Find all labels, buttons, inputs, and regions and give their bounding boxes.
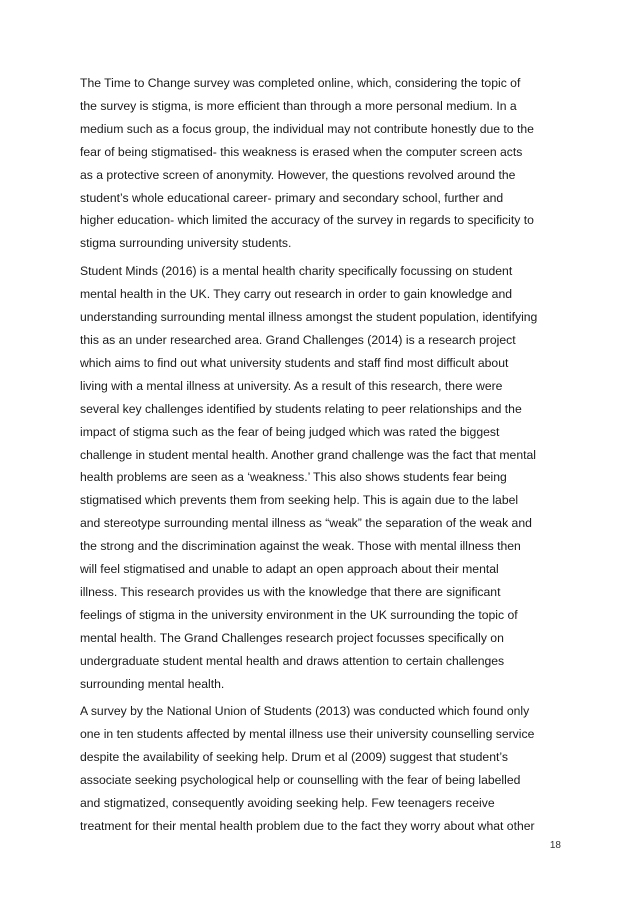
text-line: medium such as a focus group, the individual may not contribute honestly due to the — [80, 121, 534, 136]
text-line: and stereotype surrounding mental illness as “weak” the separation of the weak and — [80, 516, 532, 531]
text-line: this as an under researched area. Grand Challenges (2014) is a research project — [80, 332, 516, 347]
page-number: 18 — [549, 840, 561, 851]
text-line: mental health in the UK. They carry out research in order to gain knowledge and — [80, 287, 513, 302]
text-line: student’s whole educational career- primary and secondary school, further and — [80, 190, 504, 205]
text-line: surrounding mental health. — [80, 676, 225, 691]
text-line: feelings of stigma in the university environment in the UK surrounding the topic of — [80, 607, 518, 622]
text-line: fear of being stigmatised- this weakness is erased when the computer screen acts — [80, 144, 523, 159]
text-line: Student Minds (2016) is a mental health charity specifically focussing on student — [80, 264, 513, 279]
text-line: despite the availability of seeking help. Drum et al (2009) suggest that student’s — [80, 750, 508, 765]
text-line: will feel stigmatised and unable to adapt an open approach about their mental — [80, 562, 499, 577]
text-line: and stigmatized, consequently avoiding seeking help. Few teenagers receive — [80, 796, 495, 811]
text-line: health problems are seen as a ‘weakness.’ This also shows students fear being — [80, 470, 507, 485]
text-line: illness. This research provides us with the knowledge that there are significant — [80, 584, 501, 599]
text-line: higher education- which limited the accuracy of the survey in regards to specificity to — [80, 213, 534, 228]
paragraph — [80, 72, 562, 255]
body-text — [80, 72, 562, 838]
text-line: The Time to Change survey was completed online, which, considering the topic of — [80, 76, 521, 90]
text-line: stigmatised which prevents them from seeking help. This is again due to the label — [80, 493, 519, 508]
text-line: several key challenges identified by students relating to peer relationships and the — [80, 401, 522, 416]
text-line: associate seeking psychological help or counselling with the fear of being labelled — [80, 773, 521, 788]
text-line: mental health. The Grand Challenges research project focusses specifically on — [80, 630, 504, 645]
text-line: treatment for their mental health problem due to the fact they worry about what other — [80, 819, 535, 833]
text-line: as a protective screen of anonymity. However, the questions revolved around the — [80, 167, 516, 182]
text-line: which aims to find out what university students and staff find most difficult about — [80, 355, 509, 370]
text-line: impact of stigma such as the fear of being judged which was rated the biggest — [80, 424, 500, 439]
paragraph — [80, 700, 562, 837]
text-line: understanding surrounding mental illness amongst the student population, identifying — [80, 310, 538, 325]
text-line: the survey is stigma, is more efficient than through a more personal medium. In a — [80, 98, 517, 113]
paragraph — [80, 260, 562, 695]
text-line: A survey by the National Union of Students (2013) was conducted which found only — [80, 704, 530, 719]
text-line: one in ten students affected by mental illness use their university counselling service — [80, 727, 535, 742]
text-line: living with a mental illness at university. As a result of this research, there were — [80, 378, 503, 393]
text-line: the strong and the discrimination against the weak. Those with mental illness then — [80, 539, 521, 554]
text-line: challenge in student mental health. Another grand challenge was the fact that mental — [80, 447, 536, 462]
text-line: undergraduate student mental health and draws attention to certain challenges — [80, 653, 505, 668]
text-line: stigma surrounding university students. — [80, 236, 292, 251]
